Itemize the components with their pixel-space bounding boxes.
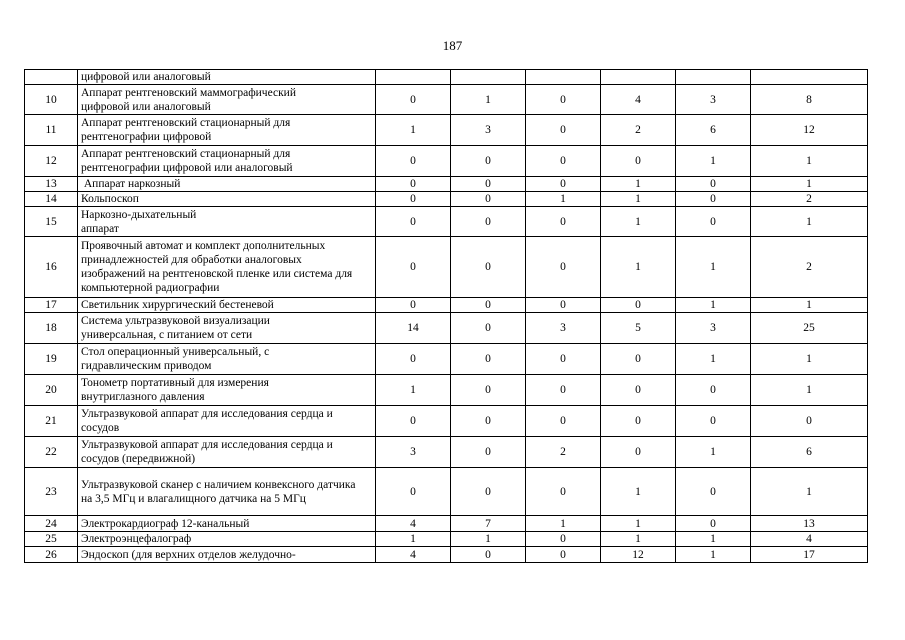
value-cell-col-5: 0 [676,177,751,192]
value-cell-col-1: 3 [376,437,451,468]
value-cell-col-6: 1 [751,375,868,406]
table-row [25,85,868,115]
equipment-name: Аппарат рентгеновский стационарный для рентгенографии цифровой или аналоговый [81,148,293,174]
value-cell-col-4: 0 [601,298,676,313]
table-row [25,207,868,237]
equipment-name: Эндоскоп (для верхних отделов желудочно- [81,548,296,561]
value-cell-col-4: 0 [601,146,676,177]
row-number: 18 [25,313,78,344]
value-cell-col-3: 0 [526,146,601,177]
value-cell-col-3: 0 [526,375,601,406]
value-cell-col-5: 0 [676,375,751,406]
table-row [25,115,868,146]
value-cell-col-5: 1 [676,437,751,468]
value-cell-col-4: 0 [601,406,676,437]
table-row [25,406,868,437]
value-cell-col-3: 0 [526,115,601,146]
equipment-name: Электрокардиограф 12-канальный [81,517,250,530]
table-row [25,237,868,298]
equipment-name: Тонометр портативный для измерения внутриглазного давления [81,377,269,403]
equipment-name: Ультразвуковой аппарат для исследования сердца и сосудов [81,408,333,434]
equipment-name-cell [78,375,376,406]
value-cell-col-2: 0 [451,375,526,406]
table-row [25,70,868,85]
value-cell-col-3: 1 [526,516,601,532]
value-cell-col-6: 8 [751,85,868,115]
equipment-name: Аппарат наркозный [81,178,181,190]
value-cell-col-6: 0 [751,406,868,437]
equipment-name-cell [78,532,376,547]
value-cell-col-6: 1 [751,344,868,375]
value-cell-col-2: 7 [451,516,526,532]
value-cell-col-1 [376,70,451,85]
value-cell-col-5: 0 [676,207,751,237]
value-cell-col-4: 1 [601,468,676,516]
value-cell-col-5: 1 [676,298,751,313]
value-cell-col-2: 0 [451,313,526,344]
value-cell-col-3: 3 [526,313,601,344]
value-cell-col-1: 0 [376,406,451,437]
value-cell-col-2: 0 [451,237,526,298]
value-cell-col-1: 1 [376,375,451,406]
row-number: 14 [25,192,78,207]
value-cell-col-6: 1 [751,146,868,177]
equipment-name-cell [78,115,376,146]
value-cell-col-2: 0 [451,344,526,375]
value-cell-col-2: 0 [451,547,526,563]
value-cell-col-3: 0 [526,207,601,237]
value-cell-col-1: 0 [376,85,451,115]
row-number: 13 [25,177,78,192]
row-number: 10 [25,85,78,115]
row-number: 19 [25,344,78,375]
value-cell-col-4: 1 [601,177,676,192]
table-row [25,375,868,406]
value-cell-col-3: 0 [526,237,601,298]
row-number: 25 [25,532,78,547]
row-number: 23 [25,468,78,516]
row-number: 26 [25,547,78,563]
value-cell-col-3: 1 [526,192,601,207]
value-cell-col-5: 1 [676,237,751,298]
equipment-name: Электроэнцефалограф [81,533,192,545]
row-number: 22 [25,437,78,468]
value-cell-col-3: 0 [526,298,601,313]
table-row [25,516,868,532]
value-cell-col-3: 0 [526,177,601,192]
value-cell-col-1: 0 [376,146,451,177]
value-cell-col-3: 0 [526,406,601,437]
equipment-name-cell [78,547,376,563]
row-number: 12 [25,146,78,177]
value-cell-col-5: 1 [676,146,751,177]
value-cell-col-5 [676,70,751,85]
value-cell-col-1: 1 [376,532,451,547]
row-number: 11 [25,115,78,146]
value-cell-col-6: 17 [751,547,868,563]
value-cell-col-2: 0 [451,468,526,516]
value-cell-col-1: 1 [376,115,451,146]
value-cell-col-3: 0 [526,468,601,516]
value-cell-col-3: 0 [526,547,601,563]
equipment-name-cell [78,313,376,344]
value-cell-col-3: 2 [526,437,601,468]
value-cell-col-6: 2 [751,192,868,207]
value-cell-col-4: 0 [601,375,676,406]
value-cell-col-3: 0 [526,532,601,547]
value-cell-col-4: 1 [601,532,676,547]
equipment-name: Аппарат рентгеновский маммографический цифровой или аналоговый [81,86,296,113]
value-cell-col-2: 0 [451,192,526,207]
value-cell-col-6 [751,70,868,85]
value-cell-col-1: 0 [376,177,451,192]
value-cell-col-1: 0 [376,468,451,516]
value-cell-col-6: 12 [751,115,868,146]
table-row [25,344,868,375]
table-row [25,547,868,563]
equipment-name-cell [78,298,376,313]
equipment-table [24,69,868,563]
equipment-name: Светильник хирургический бестеневой [81,299,274,311]
equipment-name: Стол операционный универсальный, с гидравлическим приводом [81,346,270,372]
equipment-name-cell [78,237,376,298]
equipment-name: Кольпоскоп [81,193,139,205]
table-row [25,468,868,516]
equipment-table-body [25,70,868,563]
equipment-name-cell [78,177,376,192]
table-row [25,532,868,547]
value-cell-col-1: 14 [376,313,451,344]
row-number: 20 [25,375,78,406]
value-cell-col-2: 1 [451,532,526,547]
value-cell-col-1: 0 [376,298,451,313]
value-cell-col-4: 1 [601,207,676,237]
value-cell-col-4: 12 [601,547,676,563]
value-cell-col-4 [601,70,676,85]
value-cell-col-6: 1 [751,468,868,516]
value-cell-col-1: 0 [376,344,451,375]
equipment-name: Ультразвуковой сканер с наличием конвексного датчика на 3,5 МГц и влагалищного датчика на 5 МГц [81,478,356,505]
value-cell-col-6: 1 [751,177,868,192]
value-cell-col-5: 3 [676,313,751,344]
value-cell-col-3: 0 [526,85,601,115]
equipment-name-cell [78,344,376,375]
equipment-name: цифровой или аналоговый [81,71,211,83]
value-cell-col-1: 4 [376,516,451,532]
table-row [25,437,868,468]
equipment-name-cell [78,70,376,85]
equipment-name-cell [78,406,376,437]
row-number [25,70,78,85]
table-row [25,146,868,177]
value-cell-col-2: 0 [451,177,526,192]
equipment-name-cell [78,85,376,115]
value-cell-col-2: 1 [451,85,526,115]
table-row [25,313,868,344]
table-row [25,177,868,192]
equipment-name: Ультразвуковой аппарат для исследования сердца и сосудов (передвижной) [81,439,333,465]
equipment-name-cell [78,468,376,516]
value-cell-col-4: 0 [601,437,676,468]
value-cell-col-6: 2 [751,237,868,298]
value-cell-col-3: 0 [526,344,601,375]
value-cell-col-6: 4 [751,532,868,547]
value-cell-col-5: 1 [676,344,751,375]
value-cell-col-1: 4 [376,547,451,563]
value-cell-col-5: 0 [676,406,751,437]
value-cell-col-5: 1 [676,547,751,563]
value-cell-col-1: 0 [376,237,451,298]
value-cell-col-2: 0 [451,207,526,237]
value-cell-col-2 [451,70,526,85]
equipment-name: Наркозно-дыхательный аппарат [81,208,197,235]
value-cell-col-6: 6 [751,437,868,468]
value-cell-col-2: 0 [451,298,526,313]
value-cell-col-6: 13 [751,516,868,532]
equipment-name: Аппарат рентгеновский стационарный для рентгенографии цифровой [81,117,291,143]
value-cell-col-1: 0 [376,192,451,207]
value-cell-col-4: 2 [601,115,676,146]
value-cell-col-4: 4 [601,85,676,115]
table-row [25,298,868,313]
value-cell-col-5: 1 [676,532,751,547]
value-cell-col-6: 1 [751,298,868,313]
page-number: 187 [442,38,463,53]
value-cell-col-4: 1 [601,237,676,298]
value-cell-col-4: 0 [601,344,676,375]
value-cell-col-6: 25 [751,313,868,344]
value-cell-col-5: 0 [676,516,751,532]
equipment-name-cell [78,192,376,207]
value-cell-col-3 [526,70,601,85]
value-cell-col-2: 0 [451,146,526,177]
equipment-name: Проявочный автомат и комплект дополнительных принадлежностей для обработки аналоговых изображений на рентгеновской пленке или система для компьютерной радиографии [81,240,353,294]
row-number: 24 [25,516,78,532]
table-row [25,192,868,207]
value-cell-col-2: 3 [451,115,526,146]
equipment-name-cell [78,207,376,237]
value-cell-col-2: 0 [451,406,526,437]
equipment-name-cell [78,437,376,468]
value-cell-col-6: 1 [751,207,868,237]
value-cell-col-2: 0 [451,437,526,468]
value-cell-col-5: 6 [676,115,751,146]
value-cell-col-4: 1 [601,192,676,207]
equipment-name: Система ультразвуковой визуализации универсальная, с питанием от сети [81,315,270,341]
value-cell-col-5: 0 [676,468,751,516]
row-number: 21 [25,406,78,437]
equipment-name-cell [78,146,376,177]
row-number: 15 [25,207,78,237]
equipment-name-cell [78,516,376,532]
row-number: 16 [25,237,78,298]
value-cell-col-4: 1 [601,516,676,532]
row-number: 17 [25,298,78,313]
value-cell-col-1: 0 [376,207,451,237]
value-cell-col-5: 3 [676,85,751,115]
value-cell-col-4: 5 [601,313,676,344]
value-cell-col-5: 0 [676,192,751,207]
